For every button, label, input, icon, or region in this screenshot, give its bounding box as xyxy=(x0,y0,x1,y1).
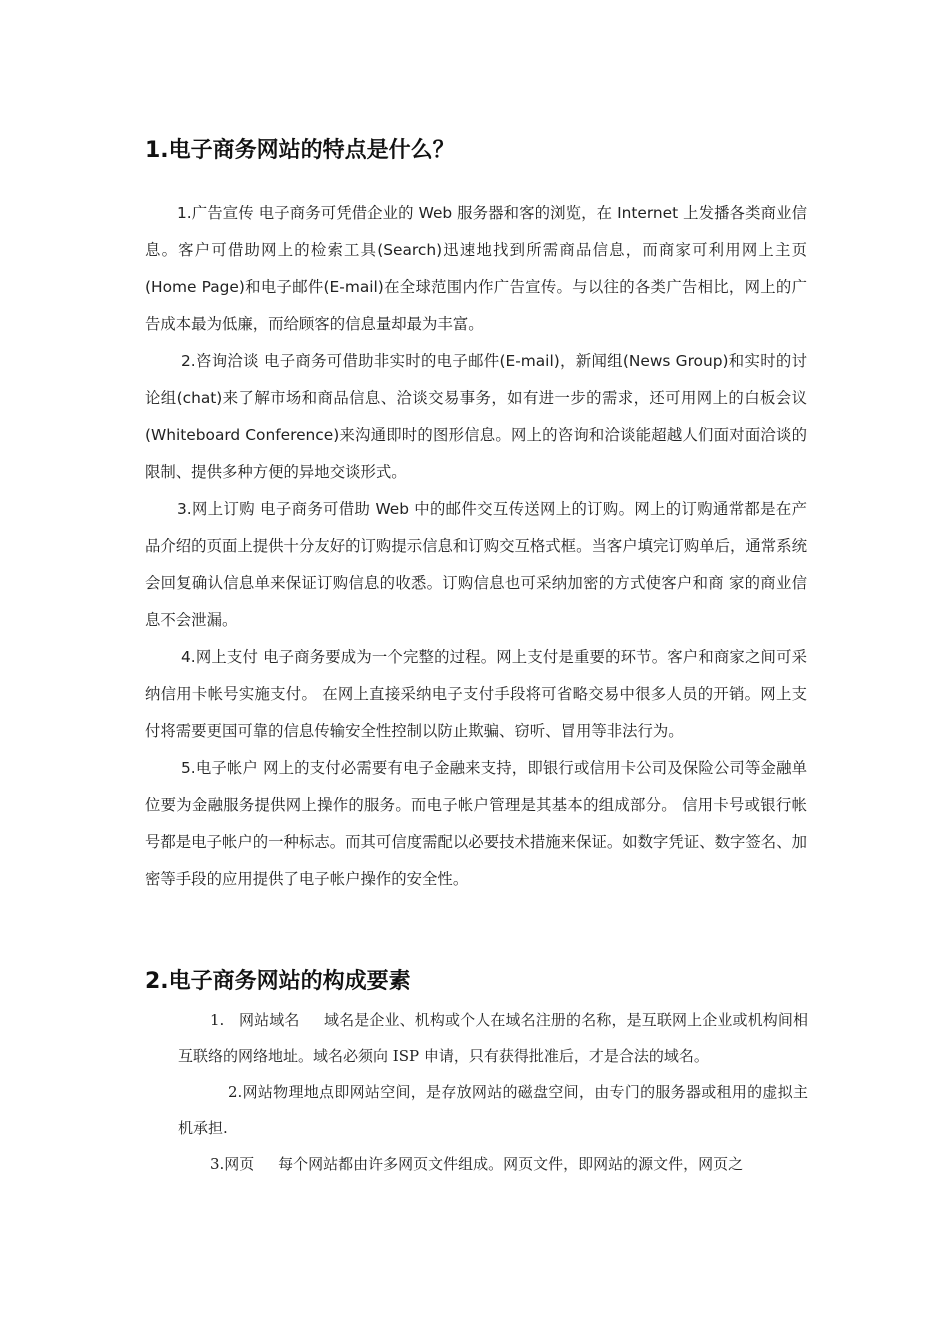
paragraph-ordering: 3.网上订购 电子商务可借助 Web 中的邮件交互传送网上的订购。网上的订购通常都是在产品介绍的页面上提供十分友好的订购提示信息和订购交互格式框。当客户填完订购单后，通常系统会回复确认信息单来保证订购信息的收悉。订购信息也可采纳加密的方式使客户和商 家的商业信息不会泄漏。 xyxy=(145,500,807,629)
features-section xyxy=(145,195,807,898)
paragraph-domain: 1. 网站域名 域名是企业、机构或个人在域名注册的名称，是互联网上企业或机构间相互联络的网络地址。域名必须向 ISP 申请，只有获得批准后，才是合法的域名。 xyxy=(178,1011,808,1065)
section-heading-2: 2.电子商务网站的构成要素 xyxy=(145,969,411,994)
components-section xyxy=(178,1002,808,1182)
paragraph-e-account: 5.电子帐户 网上的支付必需要有电子金融来支持，即银行或信用卡公司及保险公司等金融单位要为金融服务提供网上操作的服务。而电子帐户管理是其基本的组成部分。 信用卡号或银行帐号都是电子帐户的一种标志。而其可信度需配以必要技术措施来保证。如数字凭证、数字签名、加密等手段的应用提供了电子帐户操作的安全性。 xyxy=(145,759,807,888)
paragraph-webpages: 3.网页 每个网站都由许多网页文件组成。网页文件，即网站的源文件，网页之 xyxy=(210,1155,744,1173)
paragraph-consulting: 2.咨询洽谈 电子商务可借助非实时的电子邮件(E-mail)，新闻组(News Group)和实时的讨论组(chat)来了解市场和商品信息、洽谈交易事务，如有进一步的需求，还可用网上的白板会议(Whiteboard Conference)来沟通即时的图形信息。网上的咨询和洽谈能超越人们面对面洽谈的限制、提供多种方便的异地交谈形式。 xyxy=(145,352,807,481)
section-heading-1: 1.电子商务网站的特点是什么？ xyxy=(145,138,455,163)
paragraph-payment: 4.网上支付 电子商务要成为一个完整的过程。网上支付是重要的环节。客户和商家之间可采纳信用卡帐号实施支付。 在网上直接采纳电子支付手段将可省略交易中很多人员的开销。网上支付将需要更国可靠的信息传输安全性控制以防止欺骗、窃听、冒用等非法行为。 xyxy=(145,648,807,740)
paragraph-space: 2.网站物理地点即网站空间，是存放网站的磁盘空间，由专门的服务器或租用的虚拟主机承担. xyxy=(178,1083,808,1137)
paragraph-advertising: 1.广告宣传 电子商务可凭借企业的 Web 服务器和客的浏览，在 Internet 上发播各类商业信息。客户可借助网上的检索工具(Search)迅速地找到所需商品信息，而商家可利用网上主页(Home Page)和电子邮件(E-mail)在全球范围内作广告宣传。与以往的各类广告相比，网上的广告成本最为低廉，而给顾客的信息量却最为丰富。 xyxy=(145,204,807,333)
